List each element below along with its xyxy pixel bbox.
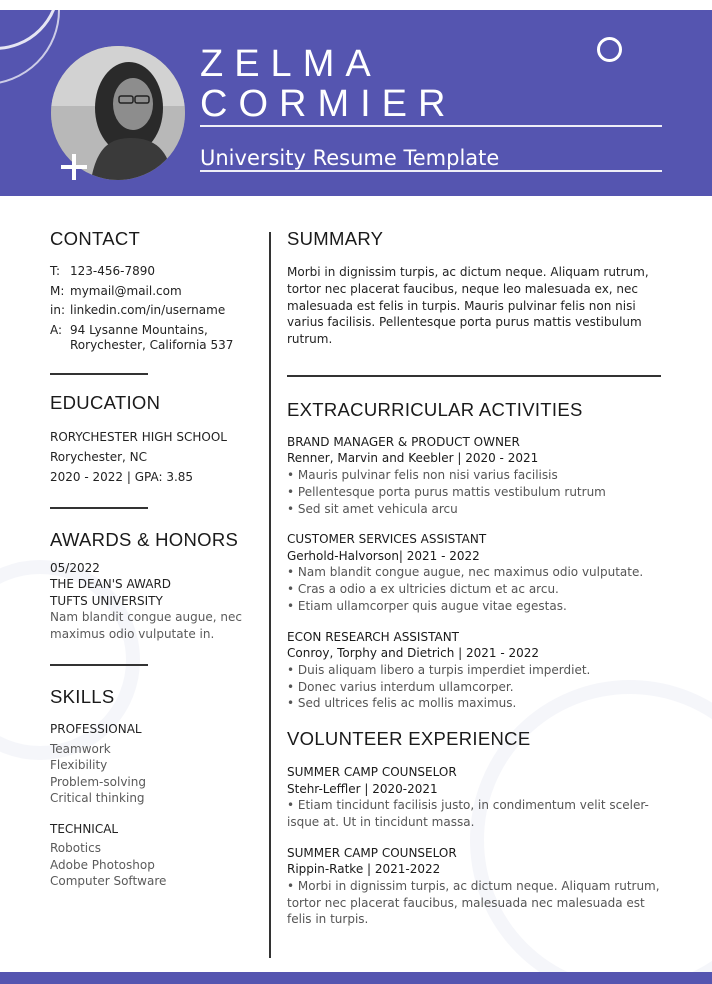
volunteer-item xyxy=(287,845,667,928)
decorative-arc xyxy=(0,10,60,85)
activity-company: Renner, Marvin and Keebler | 2020 - 2021 xyxy=(287,451,539,466)
activity-bullet: • Duis aliquam libero a turpis imperdiet imperdiet. xyxy=(287,662,591,677)
activity-company: Conroy, Torphy and Dietrich | 2021 - 2022 xyxy=(287,646,540,661)
volunteer-title: SUMMER CAMP COUNSELOR xyxy=(287,845,457,860)
skill-item: Teamwork xyxy=(50,741,111,756)
award-org: TUFTS UNIVERSITY xyxy=(50,593,163,608)
activity-bullet: • Sed sit amet vehicula arcu xyxy=(287,501,458,516)
volunteer-title: SUMMER CAMP COUNSELOR xyxy=(287,765,457,780)
activity-title: ECON RESEARCH ASSISTANT xyxy=(287,629,459,644)
volunteer-section xyxy=(287,728,667,928)
circle-outline-icon xyxy=(597,37,622,62)
education-dates: 2020 - 2022 | GPA: 3.85 xyxy=(50,469,194,484)
section-rule xyxy=(50,664,148,666)
contact-key: T: xyxy=(50,264,61,278)
activity-company: Gerhold-Halvorson| 2021 - 2022 xyxy=(287,548,480,563)
activity-bullet: • Nam blandit congue augue, nec maximus odio vulputate. xyxy=(287,565,644,580)
summary-text: Morbi in dignissim turpis, ac dictum neque. Aliquam rutrum, tortor nec placerat faucibus, neque leo malesuada ex, nec malesuada est felis in turpis. Mauris pulvinar felis non nisi varius facilisis. Pellentesque porta purus mattis vestibulum rutrum. xyxy=(287,265,649,347)
contact-key: A: xyxy=(50,322,63,337)
contact-address xyxy=(50,321,260,353)
skill-item: Robotics xyxy=(50,841,101,855)
full-name xyxy=(200,44,456,124)
activity-bullet: • Mauris pulvinar felis non nisi varius facilisis xyxy=(287,467,558,482)
volunteer-description: • Etiam tincidunt facilisis justo, in condimentum velit sceler-isque at. Ut in tincidunt massa. xyxy=(287,798,649,829)
contact-section xyxy=(50,228,260,353)
activity-bullet: • Sed ultrices felis ac mollis maximus. xyxy=(287,696,517,711)
professional-label: PROFESSIONAL xyxy=(50,722,142,736)
school-name: RORYCHESTER HIGH SCHOOL xyxy=(50,429,227,444)
phone-value: 123-456-7890 xyxy=(70,264,156,278)
contact-key: in: xyxy=(50,303,65,317)
volunteer-company: Stehr-Leffler | 2020-2021 xyxy=(287,781,438,796)
volunteer-heading: VOLUNTEER EXPERIENCE xyxy=(287,728,531,750)
education-heading: EDUCATION xyxy=(50,391,161,413)
email-value: mymail@mail.com xyxy=(70,283,182,298)
school-location: Rorychester, NC xyxy=(50,449,148,464)
extracurricular-section xyxy=(287,399,667,712)
activity-title: BRAND MANAGER & PRODUCT OWNER xyxy=(287,434,520,449)
extracurricular-heading: EXTRACURRICULAR ACTIVITIES xyxy=(287,398,583,420)
volunteer-company: Rippin-Ratke | 2021-2022 xyxy=(287,862,441,877)
subtitle: University Resume Template xyxy=(200,146,500,170)
skill-item: Computer Software xyxy=(50,874,167,888)
plus-icon xyxy=(60,153,88,181)
skill-item: Adobe Photoshop xyxy=(50,857,155,872)
skill-item: Flexibility xyxy=(50,758,108,772)
summary-section xyxy=(287,228,667,348)
contact-heading: CONTACT xyxy=(50,228,141,249)
activity-item xyxy=(287,629,667,712)
first-name: ZELMA xyxy=(200,43,382,85)
technical-label: TECHNICAL xyxy=(50,821,119,836)
right-column xyxy=(287,228,667,928)
activity-bullet: • Donec varius interdum ullamcorper. xyxy=(287,679,514,694)
contact-linkedin xyxy=(50,301,260,321)
volunteer-description: • Morbi in dignissim turpis, ac dictum neque. Aliquam rutrum, tortor nec placerat faucibus, malesuada nec malesuada est felis in turpis. xyxy=(287,878,660,927)
award-date: 05/2022 xyxy=(50,560,100,575)
activity-bullet: • Cras a odio a ex ultricies dictum et ac arcu. xyxy=(287,582,559,597)
linkedin-value: linkedin.com/in/username xyxy=(70,303,226,317)
activity-bullet: • Etiam ullamcorper quis augue vitae egestas. xyxy=(287,598,567,613)
award-description: Nam blandit congue augue, nec maximus odio vulputate in. xyxy=(50,610,242,641)
contact-email xyxy=(50,282,260,302)
award-title: THE DEAN'S AWARD xyxy=(50,577,172,591)
last-name: CORMIER xyxy=(200,83,457,125)
activity-item xyxy=(287,434,667,517)
column-divider xyxy=(269,232,271,958)
education-section xyxy=(50,392,260,487)
skills-section xyxy=(50,686,260,890)
awards-heading: AWARDS & HONORS xyxy=(50,528,239,550)
skill-item: Problem-solving xyxy=(50,774,146,789)
skill-item: Critical thinking xyxy=(50,791,145,805)
contact-phone xyxy=(50,262,260,282)
activity-title: CUSTOMER SERVICES ASSISTANT xyxy=(287,532,487,547)
footer-bar xyxy=(0,972,712,984)
section-rule xyxy=(50,373,148,375)
activity-item xyxy=(287,531,667,614)
section-rule xyxy=(50,507,148,509)
address-value: 94 Lysanne Mountains, Rorychester, California 537 xyxy=(70,322,234,352)
awards-section xyxy=(50,529,260,643)
activity-bullet: • Pellentesque porta purus mattis vestibulum rutrum xyxy=(287,484,606,499)
header-rule xyxy=(200,125,662,127)
header-banner xyxy=(0,10,712,196)
volunteer-item xyxy=(287,764,667,831)
skills-heading: SKILLS xyxy=(50,686,115,707)
left-column xyxy=(50,228,260,890)
header-rule xyxy=(200,170,662,172)
contact-key: M: xyxy=(50,283,65,298)
section-rule xyxy=(287,375,661,377)
summary-heading: SUMMARY xyxy=(287,228,384,249)
